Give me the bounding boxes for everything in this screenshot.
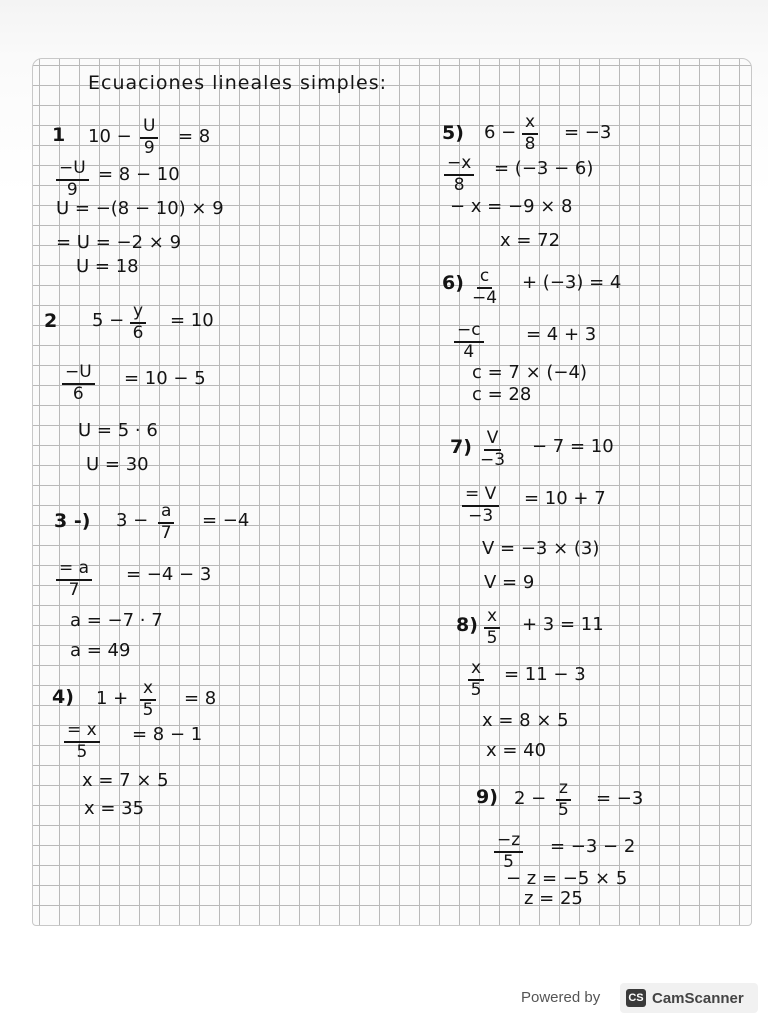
numerator: x [140,680,156,701]
equation-rhs: = −4 − 3 [126,564,212,585]
denominator: 7 [160,522,172,543]
equation-rhs: = 8 − 10 [98,164,180,185]
equation-step: = U = −2 × 9 [56,232,182,253]
fraction [64,722,100,762]
denominator: 8 [453,174,465,195]
denominator: 5 [486,627,498,648]
equation-term: 3 − [116,510,149,531]
equation-rhs: = −3 [596,788,644,809]
numerator: c [477,268,492,289]
denominator: 4 [463,341,475,362]
numerator: = a [56,560,92,581]
denominator: 8 [524,133,536,154]
equation-rhs: − 7 = 10 [532,436,614,457]
denominator: 9 [66,179,78,200]
equation-rhs: = (−3 − 6) [494,158,594,179]
equation-rhs: = 10 − 5 [124,368,206,389]
equation-result: U = 30 [86,454,149,475]
denominator: 5 [470,679,482,700]
equation-result: V = 9 [484,572,535,593]
denominator: 5 [76,741,88,762]
equation-term: 5 − [92,310,125,331]
denominator: −4 [472,287,498,308]
fraction [444,155,474,195]
numerator: U [140,118,158,139]
numerator: x [468,660,484,681]
equation-rhs: = 8 [184,688,217,709]
denominator: 9 [143,137,155,158]
problem-number: 3 -) [54,510,91,532]
equation-result: x = 72 [500,230,561,251]
equation-rhs: = 10 + 7 [524,488,606,509]
problem-number: 7) [450,436,472,458]
numerator: a [158,503,174,524]
numerator: x [484,608,500,629]
fraction [522,114,538,154]
equation-result: z = 25 [524,888,583,909]
problem-number: 9) [476,786,498,808]
numerator: = x [64,722,100,743]
equation-term: 2 − [514,788,547,809]
fraction [494,832,523,872]
numerator: z [556,780,571,801]
denominator: 6 [132,322,144,343]
camscanner-logo [620,983,758,1013]
equation-term: 10 − [88,126,132,147]
equation-rhs: = −3 − 2 [550,836,636,857]
brand-name: CamScanner [652,989,744,1007]
problem-number: 2 [44,310,58,332]
denominator: 5 [503,851,514,872]
equation-rhs: + 3 = 11 [522,614,604,635]
numerator: = V [462,486,499,507]
equation-step: a = −7 · 7 [70,610,163,631]
fraction [158,503,174,543]
numerator: V [484,430,502,451]
numerator: −c [454,322,484,343]
equation-result: a = 49 [70,640,131,661]
equation-step: V = −3 × (3) [482,538,600,559]
fraction [140,118,158,158]
fraction [468,660,484,700]
denominator: 5 [558,799,569,820]
denominator: 5 [142,699,154,720]
equation-term: 1 + [96,688,129,709]
equation-result: x = 40 [486,740,547,761]
page-title: Ecuaciones lineales simples: [88,72,388,94]
fraction [454,322,484,362]
equation-step: − x = −9 × 8 [450,196,573,217]
equation-term: 6 − [484,122,517,143]
equation-step: − z = −5 × 5 [506,868,628,889]
equation-step: x = 8 × 5 [482,710,569,731]
numerator: x [522,114,538,135]
denominator: 6 [72,383,84,404]
denominator: −3 [468,505,494,526]
fraction [484,608,500,648]
numerator: y [130,303,146,324]
problem-number: 4) [52,686,74,708]
numerator: −x [444,155,474,176]
equation-step: c = 7 × (−4) [472,362,587,383]
fraction [62,364,95,404]
fraction [140,680,156,720]
equation-step: U = 5 · 6 [78,420,158,441]
equation-step: x = 7 × 5 [82,770,169,791]
fraction [472,268,497,308]
problem-number: 5) [442,122,464,144]
numerator: −z [494,832,523,853]
graph-paper-sheet [32,58,752,926]
fraction [462,486,499,526]
equation-rhs: = −4 [202,510,250,531]
equation-result: c = 28 [472,384,532,405]
denominator: −3 [480,449,506,470]
fraction [556,780,571,820]
equation-rhs: = 4 + 3 [526,324,597,345]
problem-number: 6) [442,272,464,294]
powered-by-label: Powered by [521,989,601,1006]
fraction [480,430,505,470]
equation-rhs: = 8 [178,126,211,147]
problem-number: 1 [52,124,66,146]
equation-step: U = −(8 − 10) × 9 [56,198,224,219]
numerator: −U [62,364,95,385]
equation-rhs: = −3 [564,122,612,143]
equation-rhs: = 8 − 1 [132,724,203,745]
denominator: 7 [68,579,80,600]
equation-rhs: + (−3) = 4 [522,272,622,293]
fraction [56,160,89,200]
fraction [130,303,146,343]
problem-number: 8) [456,614,478,636]
numerator: −U [56,160,89,181]
camscanner-icon: CS [626,989,646,1007]
equation-result: x = 35 [84,798,145,819]
equation-result: U = 18 [76,256,139,277]
equation-rhs: = 11 − 3 [504,664,586,685]
equation-rhs: = 10 [170,310,214,331]
fraction [56,560,92,600]
